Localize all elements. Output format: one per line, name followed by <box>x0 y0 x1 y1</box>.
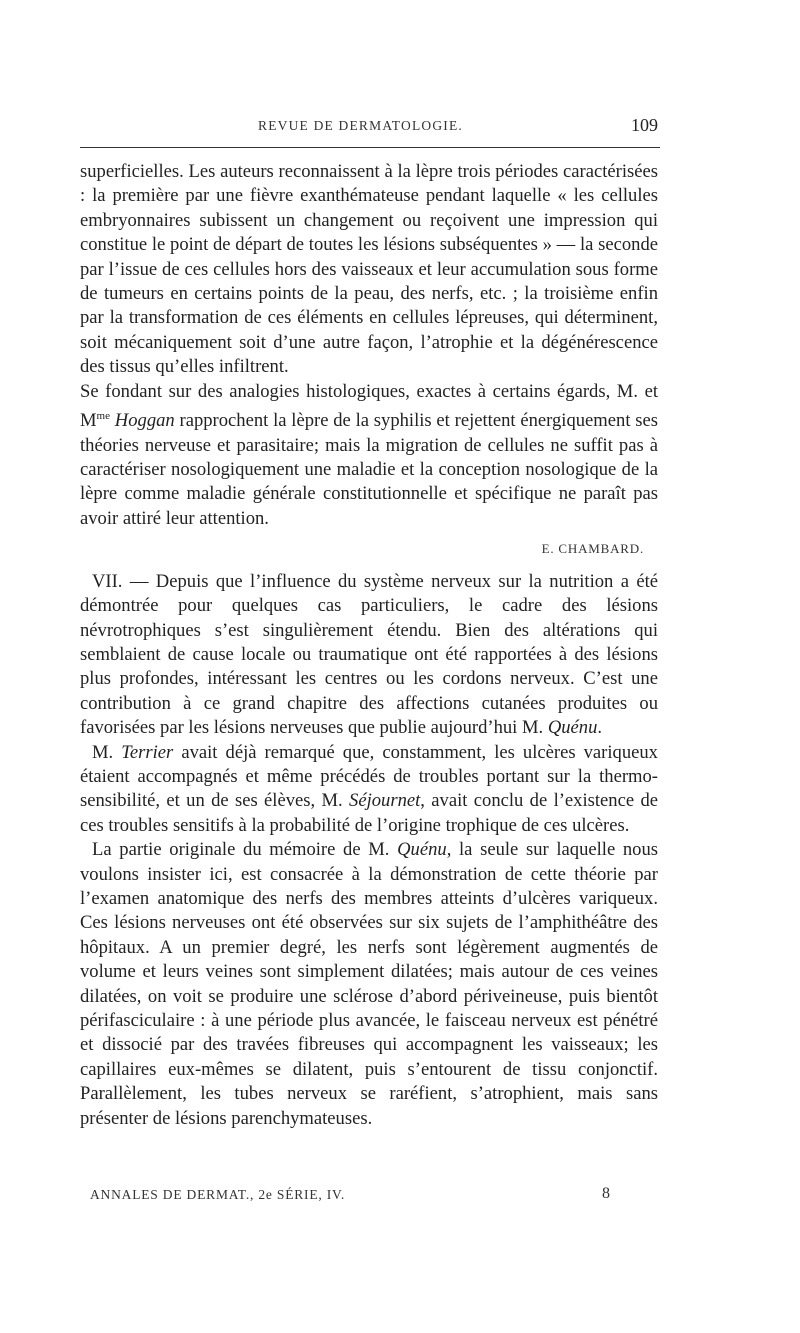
page-header <box>80 115 658 142</box>
text-run: La partie originale du mémoire de M. <box>92 839 398 861</box>
text-run: avait déjà remarqué que, constamment, les ulcères variqueux étaient accompagnés et même précédés de troubles portant sur la thermo-sensibilité, et un de ses élèves, M. <box>80 741 658 812</box>
text-run: Se fondant sur des analogies histologiques, exactes à certains égards, M. et M <box>80 380 658 432</box>
page-footer <box>80 1187 658 1209</box>
text-run: — Depuis que l’influence du système nerveux sur la nutrition a été démontrée pour quelques cas particuliers, le cadre des lésions névrotrophiques s’est singulièrement étendu. Bien des altérations qui semblaient de cause locale ou traumatique ont été rapportées à des lésions plus profondes, intéressant les centres ou les cordons nerveux. C’est une contribution à ce grand chapitre des affections cutanées produites ou favorisées par les lésions nerveuses que publie aujourd’hui M. <box>80 570 658 739</box>
author-name: Quénu <box>397 839 447 861</box>
signature-mark: 8 <box>602 1185 610 1202</box>
text-run: , avait conclu de l’existence de ces troubles sensitifs à la probabilité de l’origine trophique de ces ulcères. <box>80 790 658 836</box>
paragraph <box>80 380 658 532</box>
body-text <box>80 160 658 1131</box>
text-run: . <box>597 717 603 739</box>
text-run: , la seule sur laquelle nous voulons insister ici, est consacrée à la démonstration de cette théorie par l’examen anatomique des nerfs des membres atteints d’ulcères variqueux. Ces lésions nerveuses ont été observées sur six sujets de l’amphithéâtre des hôpitaux. A un premier degré, les nerfs sont légèrement augmentés de volume et leurs veines sont simplement dilatées; mais autour de ces veines dilatées, on voit se produire une sclérose d’abord périveineuse, puis bientôt périfasciculaire : à une période plus avancée, le faisceau nerveux est pénétré et dissocié par des travées fibreuses qui accompagnent les vaisseaux; les capillaires eux-mêmes se dilatent, puis s’entourent de tissu conjonctif. Parallèlement, les tubes nerveux se raréfient, s’atrophient, mais sans présenter de lésions parenchymateuses. <box>80 839 658 1129</box>
text-run: M. <box>92 741 122 763</box>
author-name: Quénu <box>547 717 598 739</box>
paragraph <box>80 741 658 839</box>
author-name: Terrier <box>121 741 174 763</box>
paragraph <box>80 838 658 1131</box>
section-number: VII. <box>92 570 123 592</box>
page-number: 109 <box>631 115 658 135</box>
header-rule <box>80 147 660 148</box>
paragraph <box>80 570 658 741</box>
running-head: REVUE DE DERMATOLOGIE. <box>258 118 464 133</box>
superscript: me <box>96 410 110 423</box>
footer-signature-line: ANNALES DE DERMAT., 2e SÉRIE, IV. <box>90 1187 346 1202</box>
author-name: Séjournet <box>349 790 421 812</box>
paragraph: superficielles. Les auteurs reconnaissent à la lèpre trois périodes caractérisées : la première par une fièvre exanthémateuse pendant laquelle « les cellules embryonnaires subissent un changement ou reçoivent une impression qui constitue le point de départ de toutes les lésions subséquentes » — la seconde par l’issue de ces cellules hors des vaisseaux et leur accumulation sous forme de tumeurs en certains points de la peau, des nerfs, etc. ; la troisième enfin par la transformation de ces éléments en cellules lépreuses, qui déterminent, soit mécaniquement soit d’une autre façon, l’atrophie et la dégénérescence des tissus qu’elles infiltrent. <box>80 161 658 378</box>
text-run: rapprochent la lèpre de la syphilis et rejettent énergiquement ses théories nerveuse et parasitaire; mais la migration de cellules ne suffit pas à caractériser nosologiquement une maladie et la conception nosologique de la lèpre comme maladie générale constitutionnelle et spécifique ne paraît pas avoir attiré leur attention. <box>80 410 658 529</box>
author-name: Hoggan <box>114 410 175 432</box>
signature: E. CHAMBARD. <box>541 541 644 557</box>
